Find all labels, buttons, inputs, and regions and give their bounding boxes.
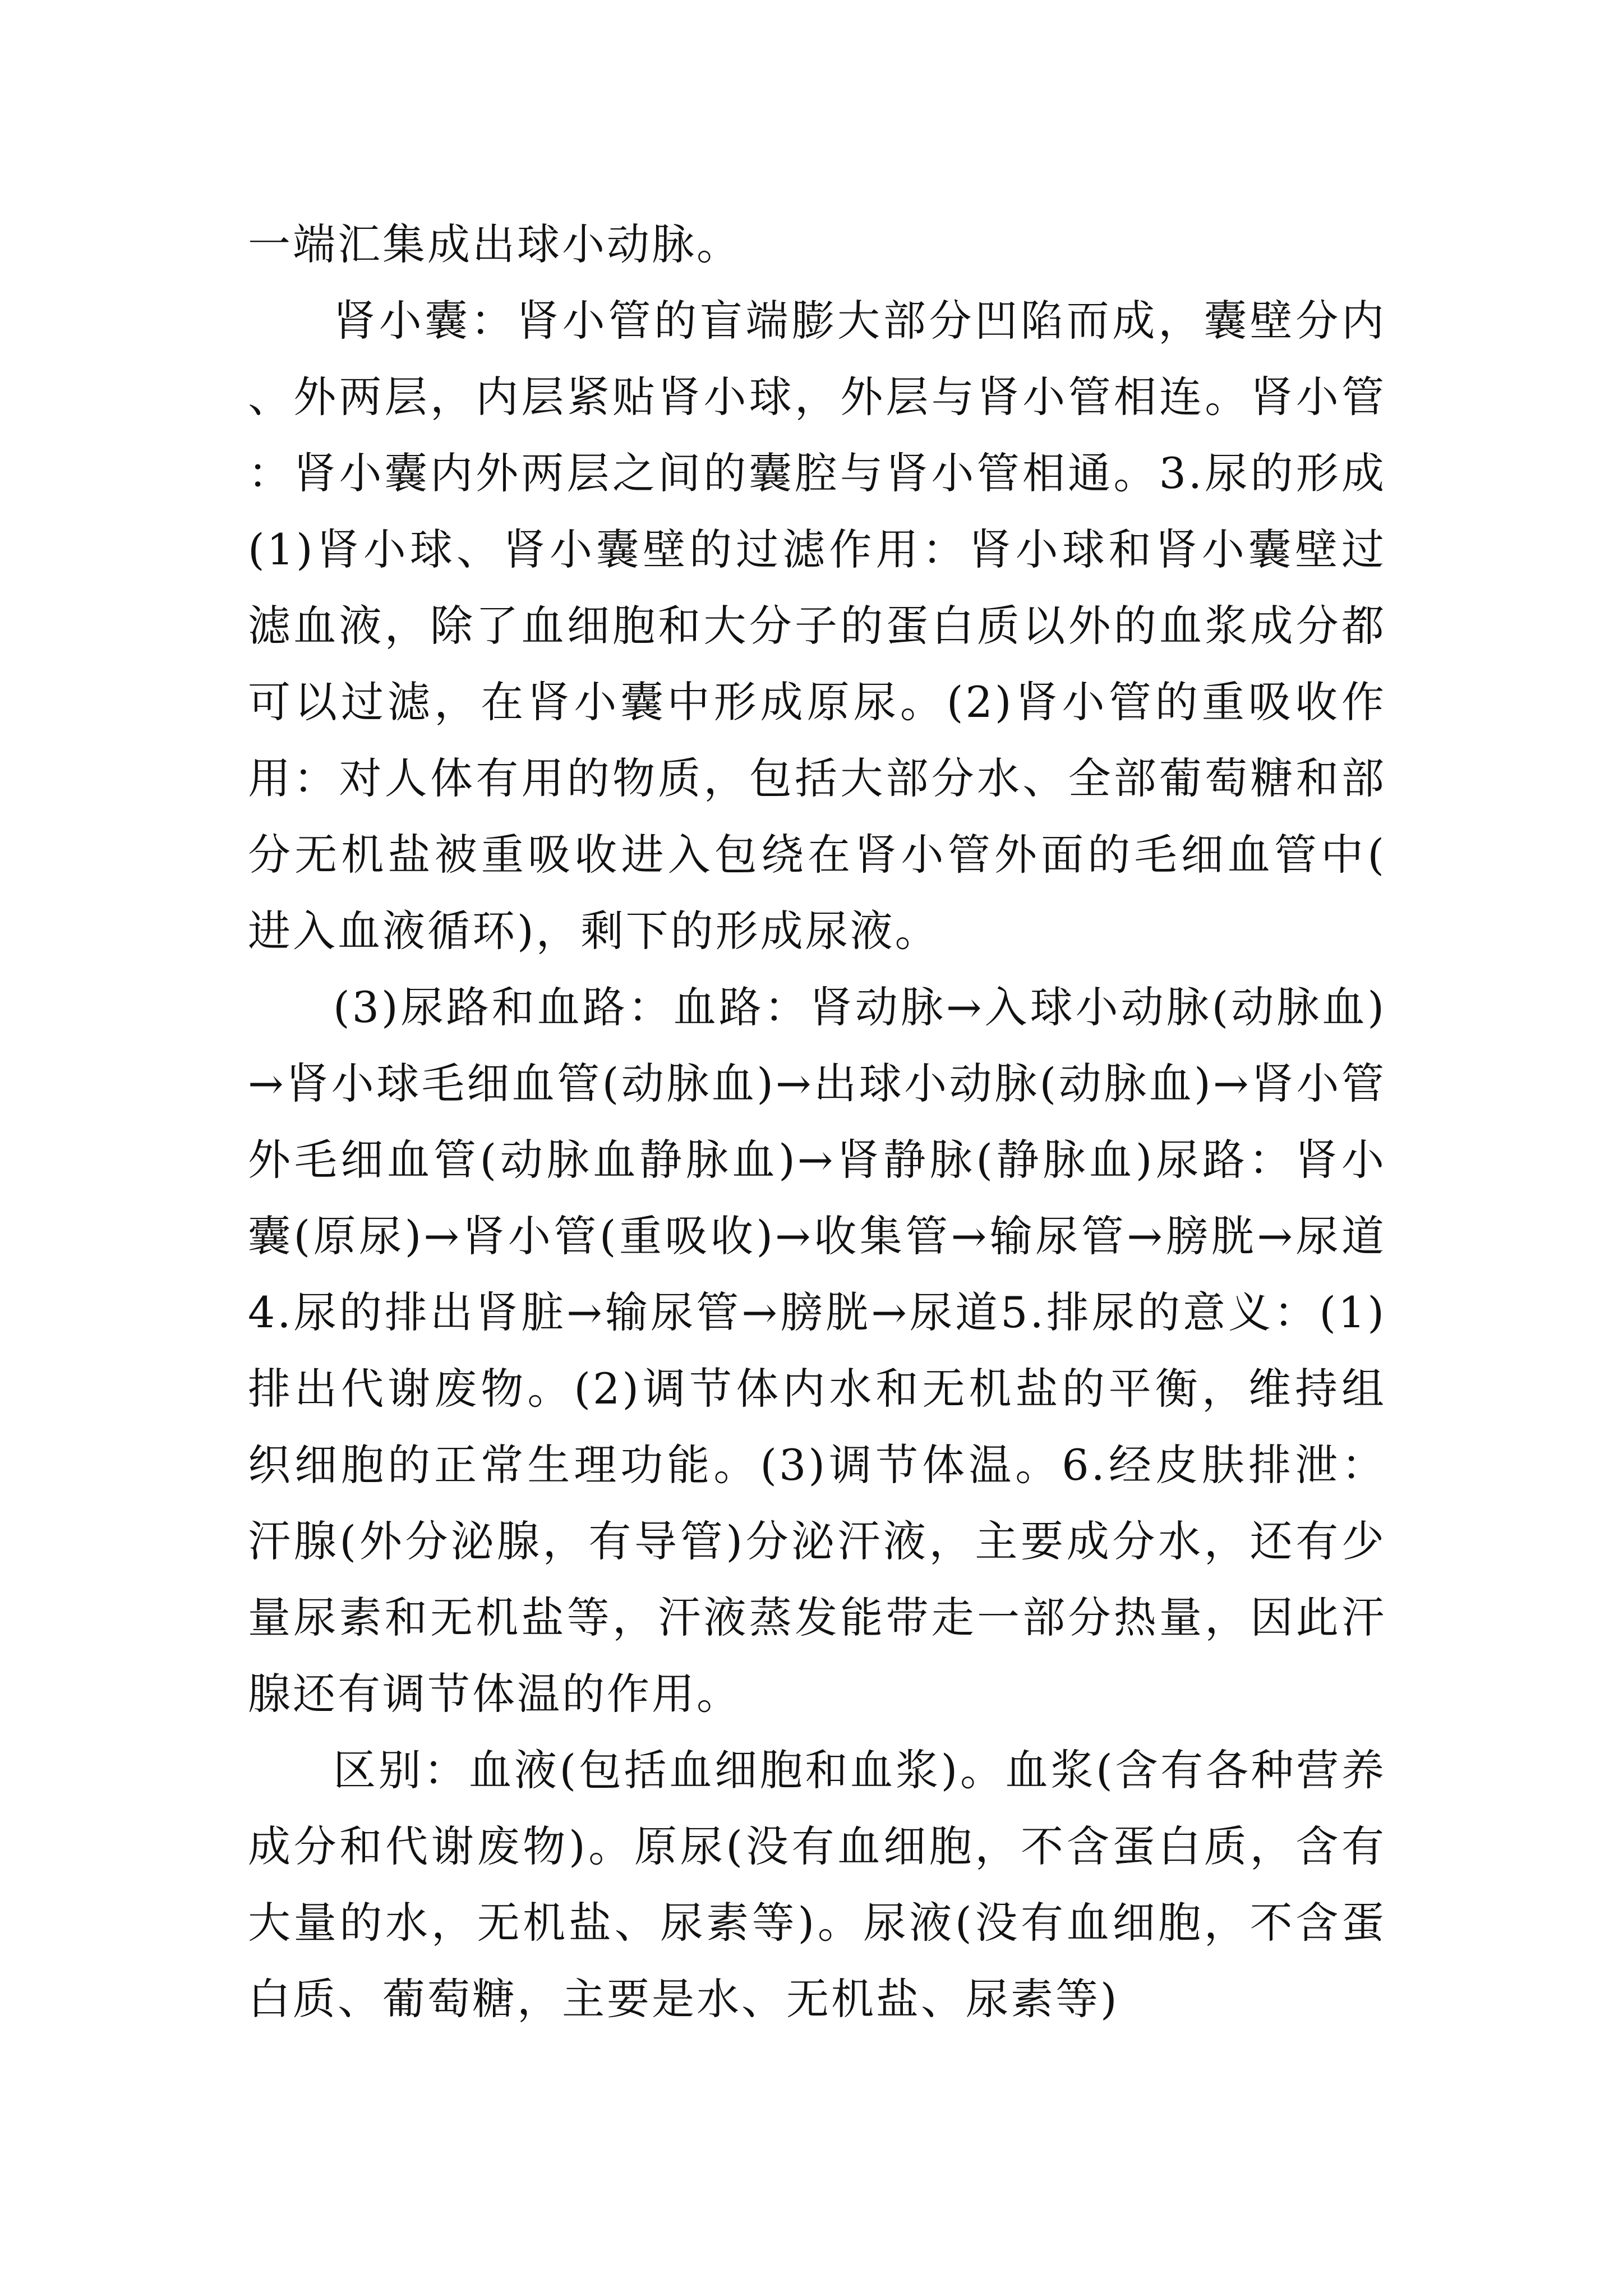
- paragraph-continuation: 一端汇集成出球小动脉。: [248, 219, 741, 269]
- document-body: [248, 206, 1386, 2037]
- paragraph-differences: 区别：血液(包括血细胞和血浆)。血浆(含有各种营养成分和代谢废物)。原尿(没有血细胞，不含蛋白质，含有大量的水，无机盐、尿素等)。尿液(没有血细胞，不含蛋白质、葡萄糖，主要是水、无机盐、尿素等): [248, 1745, 1386, 2024]
- paragraph-renal-capsule: 肾小囊：肾小管的盲端膨大部分凹陷而成，囊壁分内、外两层，内层紧贴肾小球，外层与肾小管相连。肾小管：肾小囊内外两层之间的囊腔与肾小管相通。3.尿的形成(1)肾小球、肾小囊壁的过滤作用：肾小球和肾小囊壁过滤血液，除了血细胞和大分子的蛋白质以外的血浆成分都可以过滤，在肾小囊中形成原尿。(2)肾小管的重吸收作用：对人体有用的物质，包括大部分水、全部葡萄糖和部分无机盐被重吸收进入包绕在肾小管外面的毛细血管中(进入血液循环)，剩下的形成尿液。: [248, 296, 1386, 956]
- paragraph-urine-blood-path: (3)尿路和血路：血路：肾动脉→入球小动脉(动脉血)→肾小球毛细血管(动脉血)→出球小动脉(动脉血)→肾小管外毛细血管(动脉血静脉血)→肾静脉(静脉血)尿路：肾小囊(原尿)→肾小管(重吸收)→收集管→输尿管→膀胱→尿道4.尿的排出肾脏→输尿管→膀胱→尿道5.排尿的意义：(1)排出代谢废物。(2)调节体内水和无机盐的平衡，维持组织细胞的正常生理功能。(3)调节体温。6.经皮肤排泄：汗腺(外分泌腺，有导管)分泌汗液，主要成分水，还有少量尿素和无机盐等，汗液蒸发能带走一部分热量，因此汗腺还有调节体温的作用。: [248, 982, 1386, 1719]
